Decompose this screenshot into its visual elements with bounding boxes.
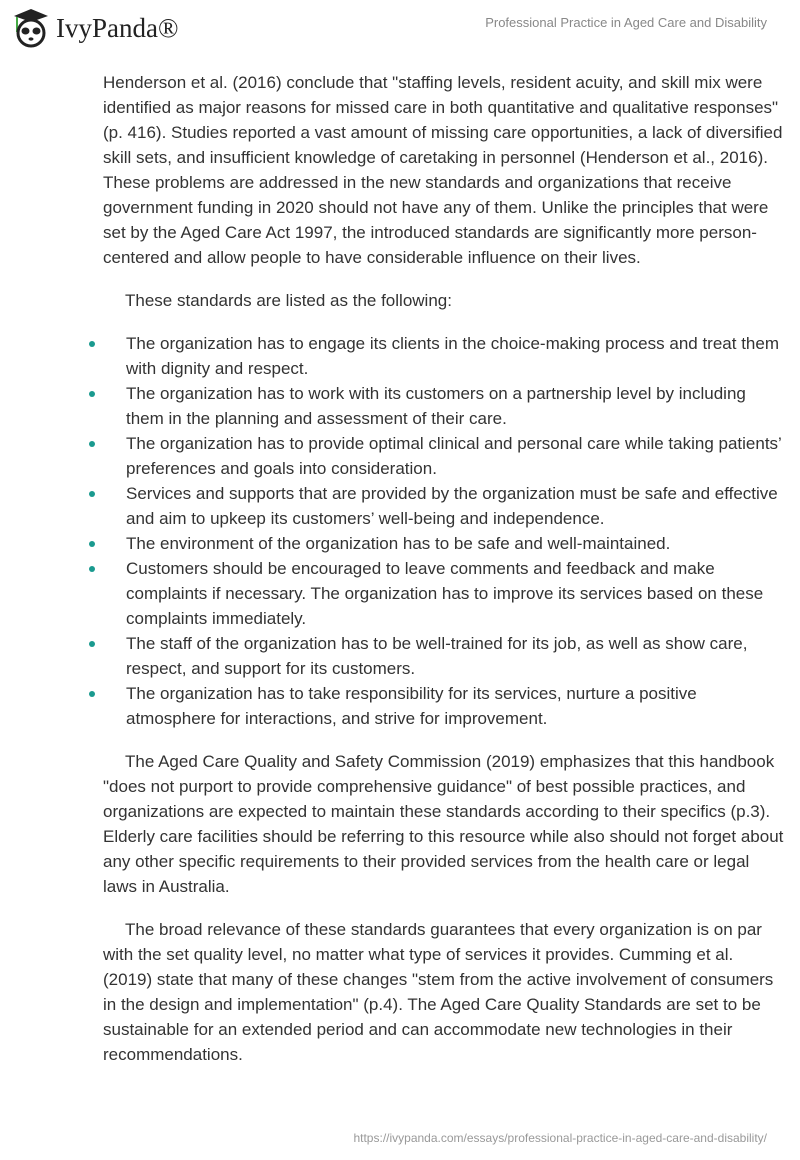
list-item-text: The environment of the organization has to be safe and well-maintained. <box>126 534 671 553</box>
logo-text: IvyPanda® <box>56 12 179 43</box>
list-item <box>126 556 785 631</box>
bullet-icon <box>89 641 95 647</box>
list-item <box>126 631 785 681</box>
list-item-text: The organization has to take responsibility for its services, nurture a positive atmosphere for interactions, and strive for improvement. <box>126 684 697 728</box>
bullet-icon <box>89 391 95 397</box>
list-item-text: The staff of the organization has to be well-trained for its job, as well as show care, respect, and support for its customers. <box>126 634 748 678</box>
paragraph: These standards are listed as the following: <box>125 291 452 310</box>
bullet-icon <box>89 341 95 347</box>
standards-list <box>103 331 785 731</box>
list-item-text: The organization has to work with its customers on a partnership level by including them in the planning and assessment of their care. <box>126 384 746 428</box>
essay-content <box>103 70 785 1085</box>
list-item <box>126 531 785 556</box>
list-item-text: The organization has to provide optimal clinical and personal care while taking patients’ preferences and goals into consideration. <box>126 434 782 478</box>
paragraph: The broad relevance of these standards guarantees that every organization is on par with the set quality level, no matter what type of services it provides. Cumming et al. (2019) state that many of these changes "stem from the active involvement of consumers in the design and implementation" (p.4). The Aged Care Quality Standards are set to be sustainable for an extended period and can accommodate new technologies in their recommendations. <box>103 920 774 1064</box>
list-item <box>126 481 785 531</box>
bullet-icon <box>89 541 95 547</box>
bullet-icon <box>89 491 95 497</box>
list-item <box>126 681 785 731</box>
header <box>0 0 800 60</box>
list-item-text: Customers should be encouraged to leave comments and feedback and make complaints if necessary. The organization has to improve its services based on these complaints immediately. <box>126 559 764 628</box>
bullet-icon <box>89 441 95 447</box>
paragraph: The Aged Care Quality and Safety Commission (2019) emphasizes that this handbook "does not purport to provide comprehensive guidance" of best possible practices, and organizations are expected to maintain these standards according to their specifics (p.3). Elderly care facilities should be referring to this resource while also should not forget about any other specific requirements to their provided services from the health care or legal laws in Australia. <box>103 752 784 896</box>
bullet-icon <box>89 691 95 697</box>
panda-logo-icon <box>12 8 50 48</box>
list-item <box>126 381 785 431</box>
list-item <box>126 431 785 481</box>
list-item <box>126 331 785 381</box>
source-url[interactable]: https://ivypanda.com/essays/professional-practice-in-aged-care-and-disability/ <box>353 1131 767 1145</box>
list-item-text: The organization has to engage its clients in the choice-making process and treat them with dignity and respect. <box>126 334 779 378</box>
list-item-text: Services and supports that are provided by the organization must be safe and effective and aim to upkeep its customers’ well-being and independence. <box>126 484 778 528</box>
bullet-icon <box>89 566 95 572</box>
paragraph: Henderson et al. (2016) conclude that "staffing levels, resident acuity, and skill mix were identified as major reasons for missed care in both quantitative and qualitative responses" (p. 416). Studies reported a vast amount of missing care opportunities, a lack of diversified skill sets, and insufficient knowledge of caretaking in personnel (Henderson et al., 2016). These problems are addressed in the new standards and organizations that receive government funding in 2020 should not have any of them. Unlike the principles that were set by the Aged Care Act 1997, the introduced standards are significantly more person-centered and allow people to have considerable influence on their lives. <box>103 73 783 267</box>
document-title: Professional Practice in Aged Care and Disability <box>485 15 767 30</box>
logo[interactable] <box>12 8 179 48</box>
